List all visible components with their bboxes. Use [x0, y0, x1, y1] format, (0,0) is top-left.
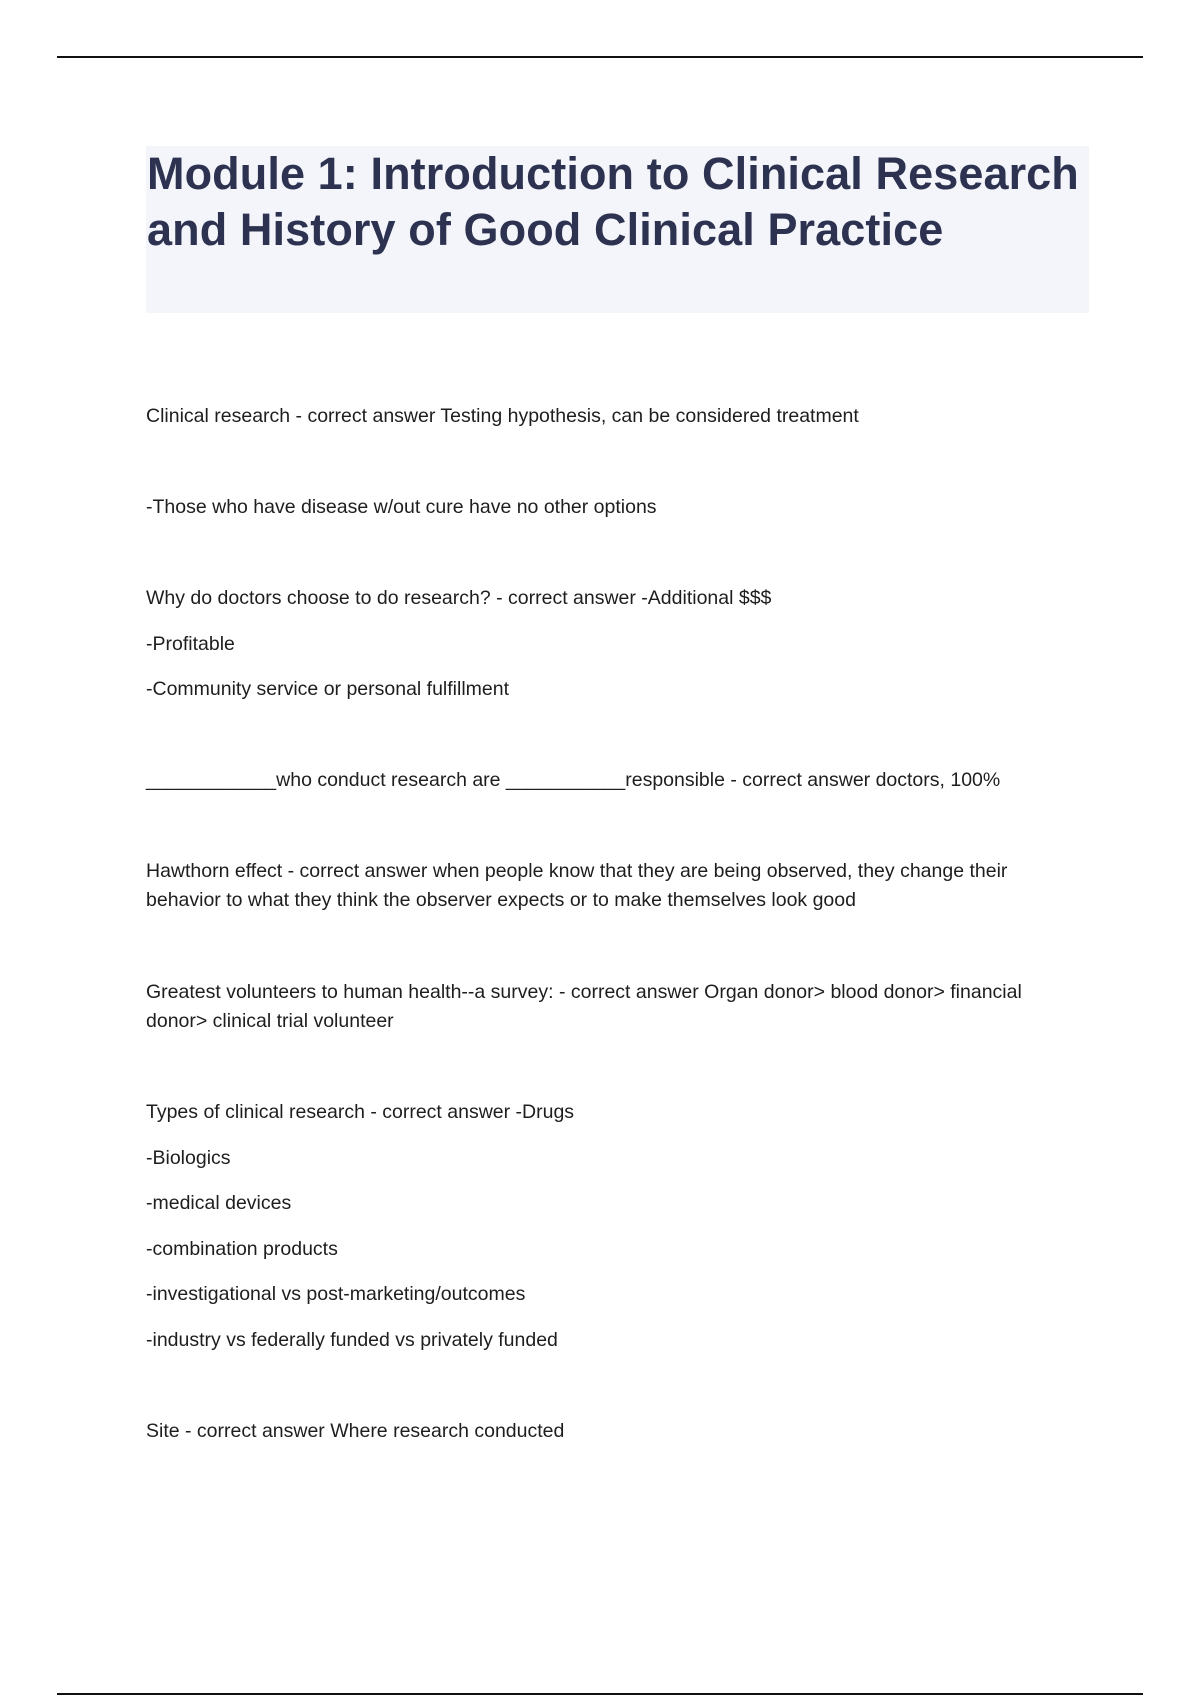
qa-hawthorn-effect: Hawthorn effect - correct answer when people know that they are being observed, they change their behavior to what they think the observer expects or to make themselves look good: [146, 860, 1008, 911]
qa-types-item: -combination products: [146, 1238, 338, 1260]
qa-types-of-research: Types of clinical research - correct answer -Drugs: [146, 1101, 575, 1123]
qa-clinical-research-note: -Those who have disease w/out cure have no other options: [146, 496, 657, 518]
qa-types-item: -industry vs federally funded vs privately funded: [146, 1329, 558, 1351]
title-block: [146, 146, 1089, 313]
qa-greatest-volunteers: Greatest volunteers to human health--a survey: - correct answer Organ donor> blood donor> financial donor> clinical trial volunteer: [146, 981, 1022, 1032]
qa-types-item: -Biologics: [146, 1147, 231, 1169]
qa-types-item: -investigational vs post-marketing/outcomes: [146, 1283, 526, 1305]
page-title: Module 1: Introduction to Clinical Research and History of Good Clinical Practice: [147, 148, 1079, 255]
qa-why-research: Why do doctors choose to do research? - correct answer -Additional $$$: [146, 587, 772, 609]
qa-why-research-item: -Profitable: [146, 633, 235, 655]
qa-clinical-research: Clinical research - correct answer Testing hypothesis, can be considered treatment: [146, 405, 859, 427]
top-rule: [57, 56, 1143, 58]
bottom-rule: [57, 1693, 1143, 1695]
qa-site: Site - correct answer Where research conducted: [146, 1420, 565, 1442]
qa-fill-in-blank: ____________who conduct research are ___________responsible - correct answer doctors, 100%: [146, 769, 1001, 791]
qa-why-research-item: -Community service or personal fulfillment: [146, 678, 510, 700]
qa-types-item: -medical devices: [146, 1192, 292, 1214]
